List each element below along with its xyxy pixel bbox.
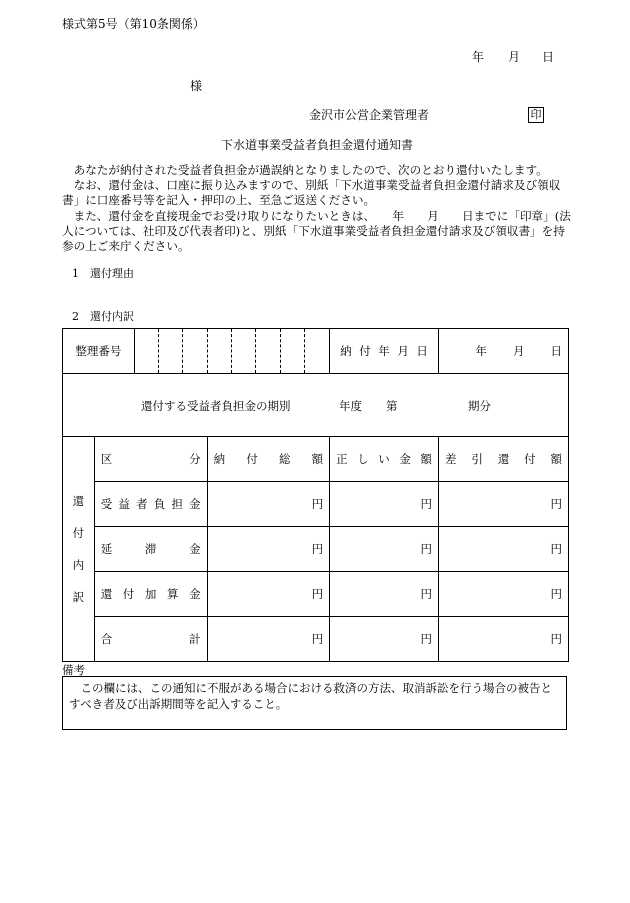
- refund-table: [62, 328, 569, 662]
- header-diff-label: [439, 451, 568, 467]
- seiri-digit-2: [159, 329, 183, 374]
- nofu-date-label-char: 付: [359, 344, 371, 358]
- nofu-date-label-char: 日: [416, 344, 428, 358]
- header-total-label-char: 総: [278, 452, 291, 466]
- table-row: [63, 572, 569, 617]
- notes-label: 備考: [62, 663, 85, 677]
- row-label-text: [95, 541, 207, 557]
- form-number: 様式第5号（第10条関係）: [62, 17, 205, 31]
- row-diff-unit: 円: [438, 617, 568, 662]
- seiri-label: 整理番号: [63, 329, 135, 374]
- row-label-text-char: 担: [171, 497, 183, 511]
- period-ki: 期分: [468, 399, 491, 413]
- seiri-digit-3: [183, 329, 207, 374]
- header-diff-label-char: 差: [444, 452, 457, 466]
- period-label: 還付する受益者負担金の期別: [141, 399, 291, 413]
- header-diff-label-char: 還: [497, 452, 510, 466]
- row-label-text-char: 算: [167, 587, 179, 601]
- header-correct-label: [330, 451, 438, 467]
- side-label: [63, 437, 95, 662]
- row-label-text-char: 計: [189, 632, 201, 646]
- header-correct-label-char: 正: [336, 452, 348, 466]
- seiri-digit-6: [256, 329, 280, 374]
- seiri-digit-1: [134, 329, 158, 374]
- nofu-day: 日: [550, 344, 562, 358]
- row-diff-unit: 円: [438, 482, 568, 527]
- period-cell: [63, 374, 569, 437]
- addressee-suffix: 様: [190, 79, 203, 93]
- row-label-text-char: 金: [189, 542, 201, 556]
- header-diff: [438, 437, 568, 482]
- header-correct-label-char: 額: [420, 452, 432, 466]
- nofu-year: 年: [475, 344, 487, 358]
- row-label-text-char: 合: [100, 632, 113, 646]
- header-correct-label-char: 金: [399, 452, 411, 466]
- header-correct: [330, 437, 439, 482]
- row-label-text-char: 還: [100, 587, 113, 601]
- row-label-text-char: 金: [189, 587, 201, 601]
- body-paragraph-3: また、還付金を直接現金でお受け取りになりたいときは、 年 月 日までに「印章」(法人については、社印及び代表者印)と、別紙「下水道事業受益者負担金還付請求及び領収書」を持参の上ご来庁ください。: [62, 208, 571, 254]
- header-total-label-char: 付: [246, 452, 258, 466]
- row-label-futankin: [94, 482, 207, 527]
- nofu-date-value: [438, 329, 568, 374]
- section-reason: 1 還付理由: [72, 267, 134, 280]
- nofu-date-label-char: 年: [378, 344, 390, 358]
- body-paragraph-1: あなたが納付された受益者負担金が過誤納となりましたので、次のとおり還付いたします。: [73, 163, 548, 177]
- side-label-char: 付: [72, 526, 85, 540]
- row-correct-unit: 円: [330, 482, 439, 527]
- table-row: [63, 617, 569, 662]
- nofu-month: 月: [513, 344, 525, 358]
- seiri-digit-8: [304, 329, 329, 374]
- table-row: [63, 482, 569, 527]
- period-year: 年度: [339, 399, 362, 413]
- header-kubun: [94, 437, 207, 482]
- nofu-date-label-char: 納: [340, 344, 352, 358]
- body-paragraph-2: なお、還付金は、口座に振り込みますので、別紙「下水道事業受益者負担金還付請求及び領収書」に口座番号等を記入・押印の上、至急ご返送ください。: [62, 178, 561, 208]
- date-month-label: 月: [508, 50, 521, 64]
- seiri-digit-7: [280, 329, 304, 374]
- issuer-name: 金沢市公営企業管理者: [309, 108, 430, 122]
- header-total-label-char: 納: [213, 452, 226, 466]
- row-correct-unit: 円: [330, 572, 439, 617]
- seal-mark: 印: [528, 107, 544, 123]
- header-kubun-label-char: 区: [100, 452, 113, 466]
- row-label-entaikin: [94, 527, 207, 572]
- row-label-text-char: 延: [100, 542, 113, 556]
- nofu-date-label-char: 月: [397, 344, 409, 358]
- row-diff-unit: 円: [438, 572, 568, 617]
- row-label-text-char: 負: [153, 497, 166, 511]
- row-correct-unit: 円: [330, 527, 439, 572]
- row-label-text: [95, 496, 207, 512]
- body-text: [62, 163, 572, 254]
- row-total-unit: 円: [207, 572, 329, 617]
- row-label-text-char: 金: [189, 497, 201, 511]
- header-kubun-label-char: 分: [189, 452, 201, 466]
- header-total-label-char: 額: [311, 452, 324, 466]
- row-label-text: [95, 631, 207, 647]
- document-title: 下水道事業受益者負担金還付通知書: [221, 138, 414, 152]
- row-diff-unit: 円: [438, 527, 568, 572]
- row-label-text-char: 付: [122, 587, 135, 601]
- date-year-label: 年: [472, 50, 485, 64]
- side-label-char: 訳: [72, 590, 85, 604]
- seiri-digit-4: [207, 329, 231, 374]
- header-total-label: [208, 451, 329, 467]
- section-breakdown: 2 還付内訳: [72, 310, 134, 323]
- row-label-kasankin: [94, 572, 207, 617]
- header-diff-label-char: 引: [471, 452, 483, 466]
- nofu-date-label: [330, 329, 439, 374]
- row-label-text-char: 受: [100, 497, 113, 511]
- notes-box: [62, 676, 567, 730]
- header-kubun-label: [95, 451, 207, 467]
- period-dai: 第: [386, 399, 398, 413]
- row-label-text: [95, 586, 207, 602]
- header-diff-label-char: 付: [524, 452, 536, 466]
- table-row-seiri: [63, 329, 569, 374]
- side-label-char: 還: [72, 494, 85, 508]
- header-total: [207, 437, 329, 482]
- notes-text: この欄には、この通知に不服がある場合における救済の方法、取消訴訟を行う場合の被告とすべき者及び出訴期間等を記入すること。: [69, 681, 552, 711]
- row-total-unit: 円: [207, 482, 329, 527]
- row-label-text-char: 滞: [144, 542, 157, 556]
- row-label-text-char: 益: [118, 497, 130, 511]
- table-row-headers: [63, 437, 569, 482]
- side-label-char: 内: [72, 558, 85, 572]
- row-correct-unit: 円: [330, 617, 439, 662]
- header-diff-label-char: 額: [550, 452, 562, 466]
- row-label-text-char: 者: [136, 497, 148, 511]
- header-correct-label-char: し: [357, 452, 369, 466]
- row-total-unit: 円: [207, 617, 329, 662]
- header-correct-label-char: い: [378, 452, 390, 466]
- row-label-text-char: 加: [144, 587, 157, 601]
- table-row: [63, 527, 569, 572]
- date-day-label: 日: [542, 50, 555, 64]
- seiri-digit-5: [231, 329, 255, 374]
- row-label-total: [94, 617, 207, 662]
- table-row-period: [63, 374, 569, 437]
- row-total-unit: 円: [207, 527, 329, 572]
